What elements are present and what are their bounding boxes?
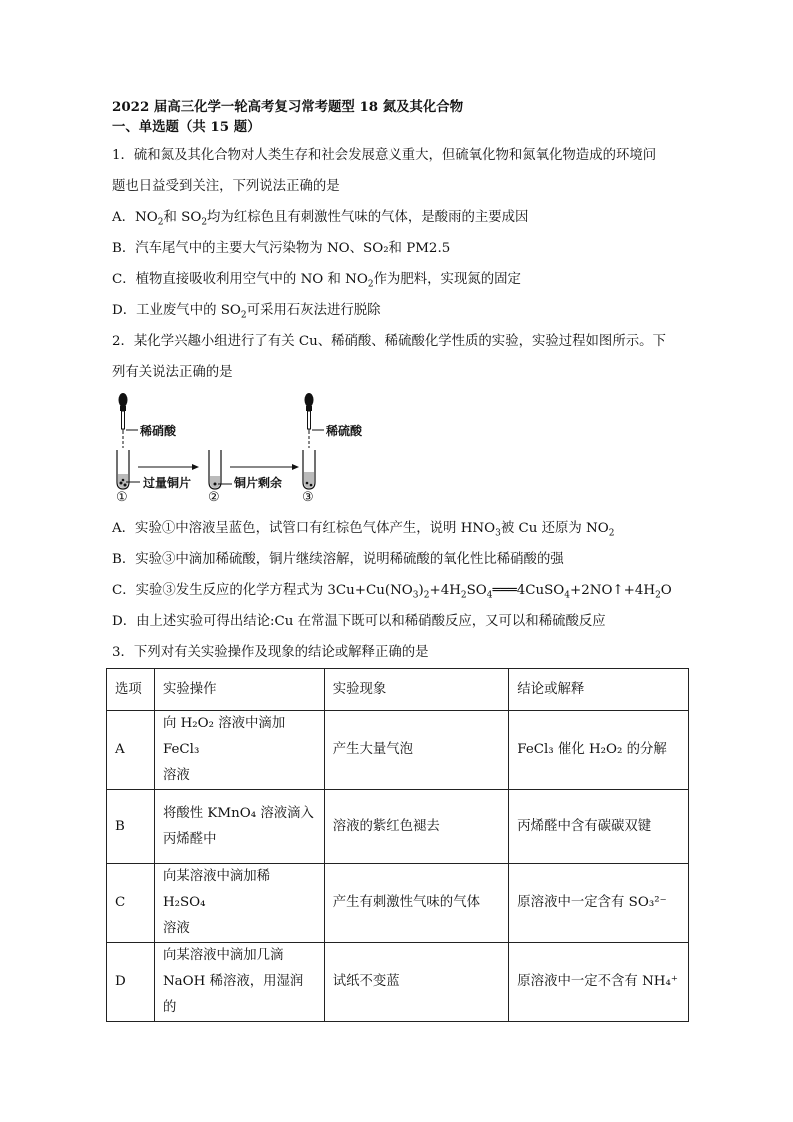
tube-number-1: ① — [116, 490, 128, 505]
table-header: 选项 — [107, 669, 155, 711]
q3-stem: 3．下列对有关实验操作及现象的结论或解释正确的是 — [112, 645, 429, 660]
test-tube-1 — [117, 450, 129, 489]
table-cell: 将酸性 KMnO₄ 溶液滴入 丙烯醛中 — [154, 790, 324, 864]
table-cell: 原溶液中一定不含有 NH₄⁺ — [509, 943, 689, 1022]
tube-number-2: ② — [208, 490, 220, 505]
q2-stem-line1: 2．某化学兴趣小组进行了有关 Cu、稀硝酸、稀硫酸化学性质的实验，实验过程如图所示。下 — [112, 334, 666, 349]
q1-option-a: A．$NO_2$和 $SO_2$均为红棕色且有刺激性气味的气体，是酸雨的主要成因 — [112, 210, 529, 228]
table-cell: 向某溶液中滴加稀 H₂SO₄ 溶液 — [154, 864, 324, 943]
test-tube-3 — [303, 450, 315, 489]
table-row — [107, 790, 689, 864]
tube-number-3: ③ — [302, 490, 314, 505]
table-cell: 产生大量气泡 — [324, 711, 509, 790]
table-row — [107, 943, 689, 1022]
table-cell: FeCl₃ 催化 H₂O₂ 的分解 — [509, 711, 689, 790]
q2-option-b: B．实验③中滴加稀硫酸，铜片继续溶解，说明稀硫酸的氧化性比稀硝酸的强 — [112, 552, 564, 567]
table-cell: 原溶液中一定含有 SO₃²⁻ — [509, 864, 689, 943]
table-header: 实验现象 — [324, 669, 509, 711]
table-cell: A — [107, 711, 155, 790]
q1-option-d: D．工业废气中的 $SO_2$可采用石灰法进行脱除 — [112, 303, 381, 321]
experiment-diagram — [112, 390, 372, 508]
q2-stem-line2: 列有关说法正确的是 — [112, 365, 233, 380]
dropper-icon — [119, 393, 128, 434]
q1-stem-line2: 题也日益受到关注，下列说法正确的是 — [112, 179, 340, 194]
q1-stem-line1: 1．硫和氮及其化合物对人类生存和社会发展意义重大，但硫氧化物和氮氧化物造成的环境问 — [112, 148, 657, 163]
table-cell: 溶液的紫红色褪去 — [324, 790, 509, 864]
table-cell: 产生有刺激性气味的气体 — [324, 864, 509, 943]
table-cell: D — [107, 943, 155, 1022]
q2-option-a: A．实验①中溶液呈蓝色，试管口有红棕色气体产生，说明 $HNO_3$被 Cu 还原为 $NO_2$ — [112, 521, 615, 539]
section-heading: 一、单选题（共 15 题） — [112, 119, 261, 135]
table-cell: C — [107, 864, 155, 943]
table-cell: 向某溶液中滴加几滴 NaOH 稀溶液，用湿润的 — [154, 943, 324, 1022]
table-row — [107, 711, 689, 790]
q2-option-d: D．由上述实验可得出结论:Cu 在常温下既可以和稀硝酸反应，又可以和稀硫酸反应 — [112, 614, 606, 629]
table-header: 实验操作 — [154, 669, 324, 711]
table-row — [107, 864, 689, 943]
q3-table — [106, 668, 689, 1022]
test-tube-2 — [209, 450, 221, 489]
table-cell: 丙烯醛中含有碳碳双键 — [509, 790, 689, 864]
table-cell: 试纸不变蓝 — [324, 943, 509, 1022]
label-copper-remaining: 铜片剩余 — [234, 476, 283, 490]
label-dilute-sulfuric-acid: 稀硫酸 — [326, 424, 363, 438]
label-excess-copper: 过量铜片 — [143, 476, 192, 490]
table-header-row — [107, 669, 689, 711]
q1-option-c: C．植物直接吸收利用空气中的 NO 和 $NO_2$作为肥料，实现氮的固定 — [112, 272, 521, 290]
table-cell: 向 H₂O₂ 溶液中滴加 FeCl₃ 溶液 — [154, 711, 324, 790]
q2-option-c: C．实验③发生反应的化学方程式为 $3Cu+Cu(NO_3)_2+4H_2SO_4═══4CuSO_4+2NO↑+4H_2O$ — [112, 583, 672, 601]
table-cell: B — [107, 790, 155, 864]
label-dilute-nitric-acid: 稀硝酸 — [140, 424, 177, 438]
document-title: 2022 届高三化学一轮高考复习常考题型 18 氮及其化合物 — [112, 99, 464, 115]
table-header: 结论或解释 — [509, 669, 689, 711]
dropper-icon — [305, 393, 314, 434]
q1-option-b: B．汽车尾气中的主要大气污染物为 NO、SO₂和 PM2.5 — [112, 241, 451, 256]
